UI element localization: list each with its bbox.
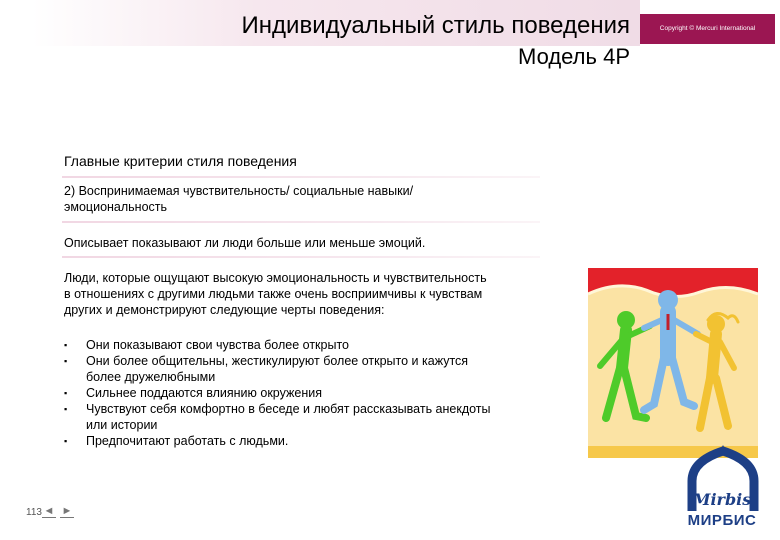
- list-item: [64, 401, 554, 433]
- behavior-list: [64, 337, 554, 449]
- list-item-text: Предпочитают работать с людьми.: [86, 434, 289, 448]
- list-item-text: более дружелюбными: [86, 370, 216, 384]
- list-item: [64, 385, 554, 401]
- page-number: 113: [26, 507, 42, 518]
- next-slide-button[interactable]: ►: [61, 505, 73, 517]
- list-item-text: Они более общительны, жестикулируют более открыто и кажутся: [86, 354, 469, 368]
- list-item: [64, 433, 554, 449]
- logo-name: МИРБИС: [687, 512, 757, 529]
- criterion-line: эмоциональность: [64, 200, 168, 214]
- divider: [62, 221, 540, 223]
- list-item-text: Чувствуют себя комфортно в беседе и любят рассказывать анекдоты: [86, 402, 491, 416]
- divider: [62, 256, 540, 258]
- intro-paragraph: [64, 270, 554, 318]
- intro-line: других и демонстрируют следующие черты поведения:: [64, 303, 385, 317]
- copyright-bar: Copyright © Mercuri International: [640, 14, 775, 44]
- slide-title: Индивидуальный стиль поведения: [241, 12, 630, 39]
- list-item: [64, 337, 554, 353]
- bullet-mark: ▪: [64, 340, 68, 350]
- bullet-mark: ▪: [64, 388, 68, 398]
- criterion-text: [64, 183, 554, 215]
- bullet-mark: ▪: [64, 356, 68, 366]
- bullet-mark: ▪: [64, 436, 68, 446]
- slide-subtitle: Модель 4P: [518, 44, 630, 69]
- intro-line: в отношениях с другими людьми также очень восприимчивы к чувствам: [64, 287, 483, 301]
- description-text: Описывает показывают ли люди больше или меньше эмоций.: [64, 236, 426, 250]
- logo-script-text: Mirbis: [692, 490, 752, 509]
- prev-slide-button[interactable]: ◄: [43, 505, 55, 517]
- list-item-text: Они показывают свои чувства более открыто: [86, 338, 349, 352]
- bullet-mark: ▪: [64, 404, 68, 414]
- list-item: [64, 353, 554, 385]
- divider: [62, 176, 540, 178]
- list-item-text: или истории: [86, 418, 158, 432]
- dancing-people-illustration: [588, 268, 758, 458]
- list-item-text: Сильнее поддаются влиянию окружения: [86, 386, 322, 400]
- intro-line: Люди, которые ощущают высокую эмоциональность и чувствительность: [64, 271, 487, 285]
- section-heading: Главные критерии стиля поведения: [64, 153, 297, 169]
- criterion-line: 2) Воспринимаемая чувствительность/ социальные навыки/: [64, 184, 414, 198]
